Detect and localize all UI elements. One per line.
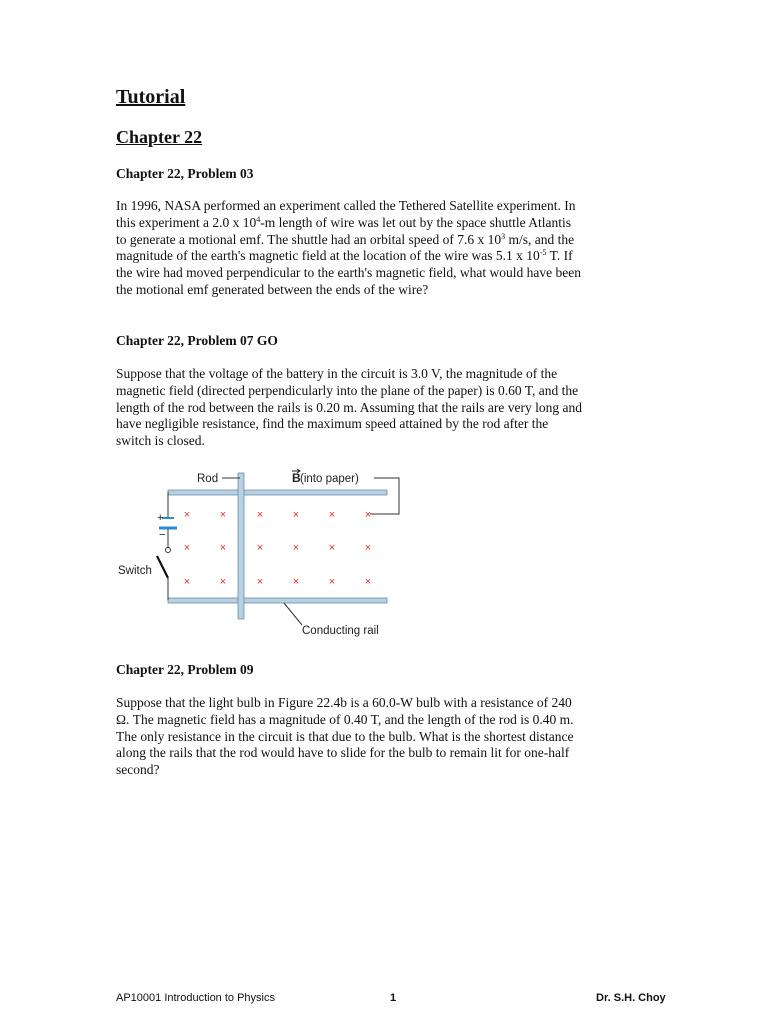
text-line: the wire had moved perpendicular to the earth's magnetic field, what would have been — [116, 265, 582, 281]
text-line: this experiment a 2.0 x $10^4-m$ length of wire was let out by the space shuttle Atlantis — [116, 214, 572, 230]
field-mark-icon: × — [219, 509, 227, 521]
text-line: switch is closed. — [116, 433, 205, 449]
exponent: 3 — [501, 231, 506, 241]
exponent: -5 — [539, 248, 547, 258]
bottom-rail — [168, 598, 387, 603]
field-mark-icon: × — [328, 542, 336, 554]
field-symbol: B — [292, 471, 301, 485]
field-mark-icon: × — [328, 509, 336, 521]
footer-course: AP10001 Introduction to Physics — [116, 992, 275, 1004]
page-footer — [0, 992, 768, 1006]
text-line: the motional emf generated between the ends of the wire? — [116, 281, 429, 297]
switch-contact — [166, 548, 171, 553]
exponent: 4 — [256, 214, 261, 224]
battery-plus-label: + — [157, 512, 164, 524]
text-line: magnetic field (directed perpendicularly into the plane of the paper) is 0.60 T, and the — [116, 382, 579, 398]
rail-label: Conducting rail — [302, 625, 379, 637]
problem-07-text — [116, 366, 664, 450]
switch-label: Switch — [118, 565, 152, 577]
field-mark-icon: × — [183, 542, 191, 554]
problem-07-title: Chapter 22, Problem 07 GO — [116, 333, 278, 348]
field-mark-icon: × — [256, 509, 264, 521]
field-mark-icon: × — [292, 542, 300, 554]
rail-label-leader — [284, 603, 302, 625]
field-mark-icon: × — [292, 576, 300, 588]
field-mark-icon: × — [364, 576, 372, 588]
text-line: have negligible resistance, find the maximum speed attained by the rod after the — [116, 416, 549, 432]
text-line: magnitude of the earth's magnetic field at the location of the wire was 5.1 x $10^{-5}$ T. If — [116, 248, 573, 264]
field-mark-icon: × — [328, 576, 336, 588]
text-line: length of the rod between the rails is 0.20 m. Assuming that the rails are very long and — [116, 399, 583, 415]
field-mark-icon: × — [364, 509, 372, 521]
text-line: Suppose that the voltage of the battery in the circuit is 3.0 V, the magnitude of the — [116, 366, 558, 381]
page-title: Tutorial — [116, 86, 186, 108]
field-mark-icon: × — [183, 509, 191, 521]
switch-lever — [157, 556, 168, 578]
text-line: The only resistance in the circuit is that due to the bulb. What is the shortest distance — [116, 728, 574, 744]
rod — [238, 473, 244, 619]
field-marks — [184, 509, 371, 588]
field-mark-icon: × — [219, 542, 227, 554]
problem-03-text — [116, 198, 664, 299]
top-rail — [168, 490, 387, 495]
footer-author: Dr. S.H. Choy — [596, 992, 666, 1004]
chapter-heading: Chapter 22 — [116, 127, 203, 147]
field-label-leader — [370, 478, 399, 514]
field-mark-icon: × — [364, 542, 372, 554]
text-line: along the rails that the rod would have to slide for the bulb to remain lit for one-half — [116, 745, 570, 761]
text-line: to generate a motional emf. The shuttle had an orbital speed of 7.6 x $10^3$ m/s, and the — [116, 231, 575, 247]
field-mark-icon: × — [292, 509, 300, 521]
field-mark-icon: × — [256, 542, 264, 554]
circuit-figure — [112, 465, 412, 645]
text-line: In 1996, NASA performed an experiment called the Tethered Satellite experiment. In — [116, 198, 576, 213]
problem-09-text — [116, 695, 664, 779]
footer-page-number: 1 — [390, 992, 397, 1004]
rod-label: Rod — [197, 473, 219, 485]
field-mark-icon: × — [219, 576, 227, 588]
text-line: second? — [116, 762, 160, 778]
text-line: Ω. The magnetic field has a magnitude of 0.40 T, and the length of the rod is 0.40 m. — [116, 711, 574, 727]
text-line: Suppose that the light bulb in Figure 22.4b is a 60.0-W bulb with a resistance of 240 — [116, 695, 572, 710]
field-mark-icon: × — [256, 576, 264, 588]
field-label: (into paper) — [300, 473, 359, 485]
field-mark-icon: × — [183, 576, 191, 588]
battery-minus-label: − — [159, 529, 166, 541]
problem-03-title: Chapter 22, Problem 03 — [116, 166, 254, 181]
problem-09-title: Chapter 22, Problem 09 — [116, 662, 254, 677]
